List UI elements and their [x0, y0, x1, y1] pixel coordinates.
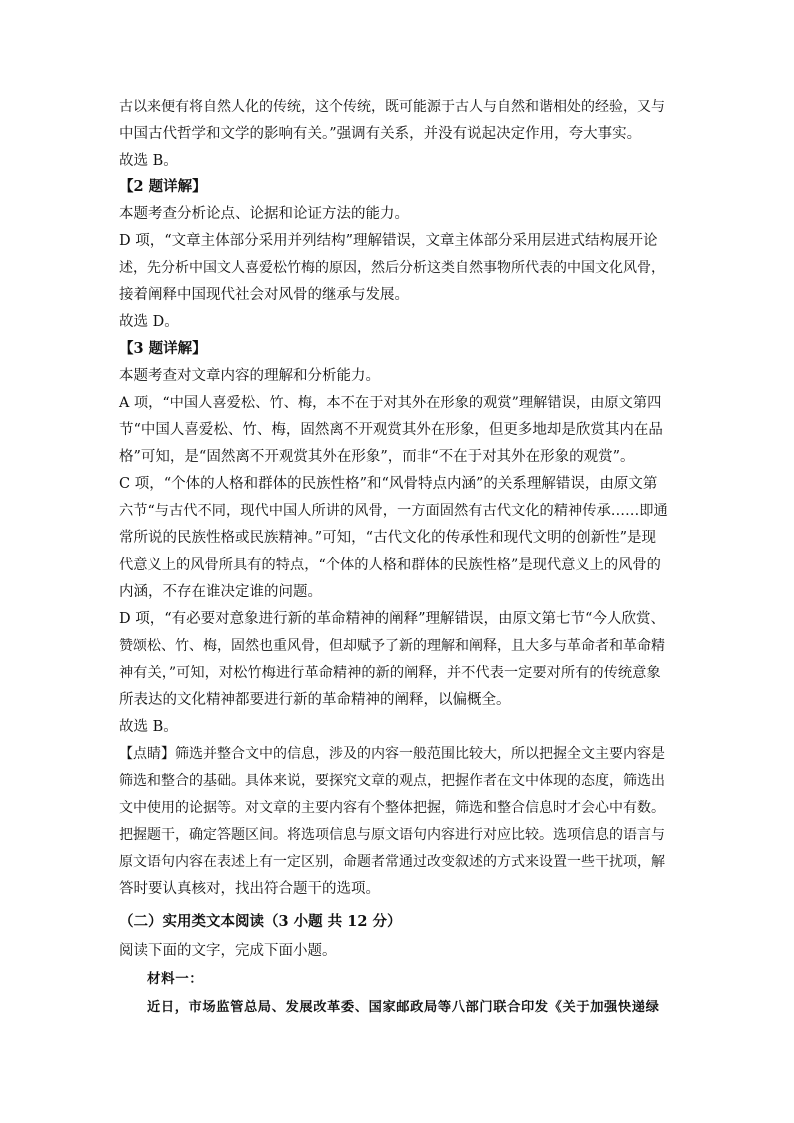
text-line: 故选 D。 — [119, 314, 179, 330]
text-line: 内涵，不存在谁决定谁的问题。 — [119, 584, 322, 600]
section-heading: （二）实用类文本阅读（3 小题 共 12 分） — [119, 913, 402, 930]
text-line: A 项，“中国人喜爱松、竹、梅，本不在于对其外在形象的观赏”理解错误，由原文第四 — [119, 395, 662, 411]
text-line: 故选 B。 — [119, 153, 178, 169]
text-line: 中国古代哲学和文学的影响有关。”强调有关系，并没有说起决定作用，夸大事实。 — [119, 126, 642, 142]
text-line: D 项，“有必要对意象进行新的革命精神的阐释”理解错误，由原文第七节“今人欣赏、 — [119, 611, 665, 627]
text-line: 古以来便有将自然人化的传统，这个传统，既可能源于古人与自然和谐相处的经验，又与 — [119, 99, 665, 115]
section-heading: 【2 题详解】 — [119, 178, 207, 195]
text-line: 常所说的民族性格或民族精神。”可知，“古代文化的传承性和现代文明的创新性”是现 — [119, 530, 656, 546]
text-line: 文中使用的论据等。对文章的主要内容有个整体把握，筛选和整合信息时才会心中有数。 — [119, 800, 665, 816]
text-line: 述，先分析中国文人喜爱松竹梅的原因，然后分析这类自然事物所代表的中国文化风骨， — [119, 260, 665, 276]
material-text-line: 近日，市场监管总局、发展改革委、国家邮政局等八部门联合印发《关于加强快递绿 — [147, 1000, 660, 1015]
text-line: 原文语句内容在表述上有一定区别，命题者常通过改变叙述的方式来设置一些干扰项，解 — [119, 854, 665, 870]
text-line: 接着阐释中国现代社会对风骨的继承与发展。 — [119, 287, 409, 303]
text-line: 本题考查对文章内容的理解和分析能力。 — [119, 368, 380, 384]
material-label: 材料一： — [147, 971, 204, 987]
text-line: 代意义上的风骨所具有的特点，“个体的人格和群体的民族性格”是现代意义上的风骨的 — [119, 557, 661, 573]
text-line: 节“中国人喜爱松、竹、梅，固然离不开观赏其外在形象，但更多地却是欣赏其内在品 — [119, 422, 663, 438]
text-line: 赞颂松、竹、梅，固然也重风骨，但却赋予了新的理解和阐释，且大多与革命者和革命精 — [119, 638, 665, 654]
text-line: 答时要认真核对，找出符合题干的选项。 — [119, 881, 380, 897]
text-line: 所表达的文化精神都要进行新的革命精神的阐释，以偏概全。 — [119, 692, 511, 708]
text-line: 故选 B。 — [119, 719, 178, 735]
text-line: 阅读下面的文字，完成下面小题。 — [119, 943, 337, 959]
text-line: D 项，“文章主体部分采用并列结构”理解错误，文章主体部分采用层进式结构展开论 — [119, 233, 658, 249]
section-heading: 【3 题详解】 — [119, 340, 207, 357]
text-line: 筛选和整合的基础。具体来说，要探究文章的观点，把握作者在文中体现的态度，筛选出 — [119, 773, 665, 789]
text-line: 本题考查分析论点、论据和论证方法的能力。 — [119, 206, 409, 222]
text-line: 把握题干，确定答题区间。将选项信息与原文语句内容进行对应比较。选项信息的语言与 — [119, 827, 665, 843]
text-line: 【点睛】筛选并整合文中的信息，涉及的内容一般范围比较大，所以把握全文主要内容是 — [119, 746, 665, 762]
text-line: 六节“与古代不同，现代中国人所讲的风骨，一方面固然有古代文化的精神传承……即通 — [119, 503, 668, 519]
text-line: 神有关，”可知，对松竹梅进行革命精神的新的阐释，并不代表一定要对所有的传统意象 — [119, 665, 661, 681]
text-line: 格”可知，是“固然离不开观赏其外在形象”，而非“不在于对其外在形象的观赏”。 — [119, 449, 635, 465]
text-line: C 项，“个体的人格和群体的民族性格”和“风骨特点内涵”的关系理解错误，由原文第 — [119, 476, 658, 492]
